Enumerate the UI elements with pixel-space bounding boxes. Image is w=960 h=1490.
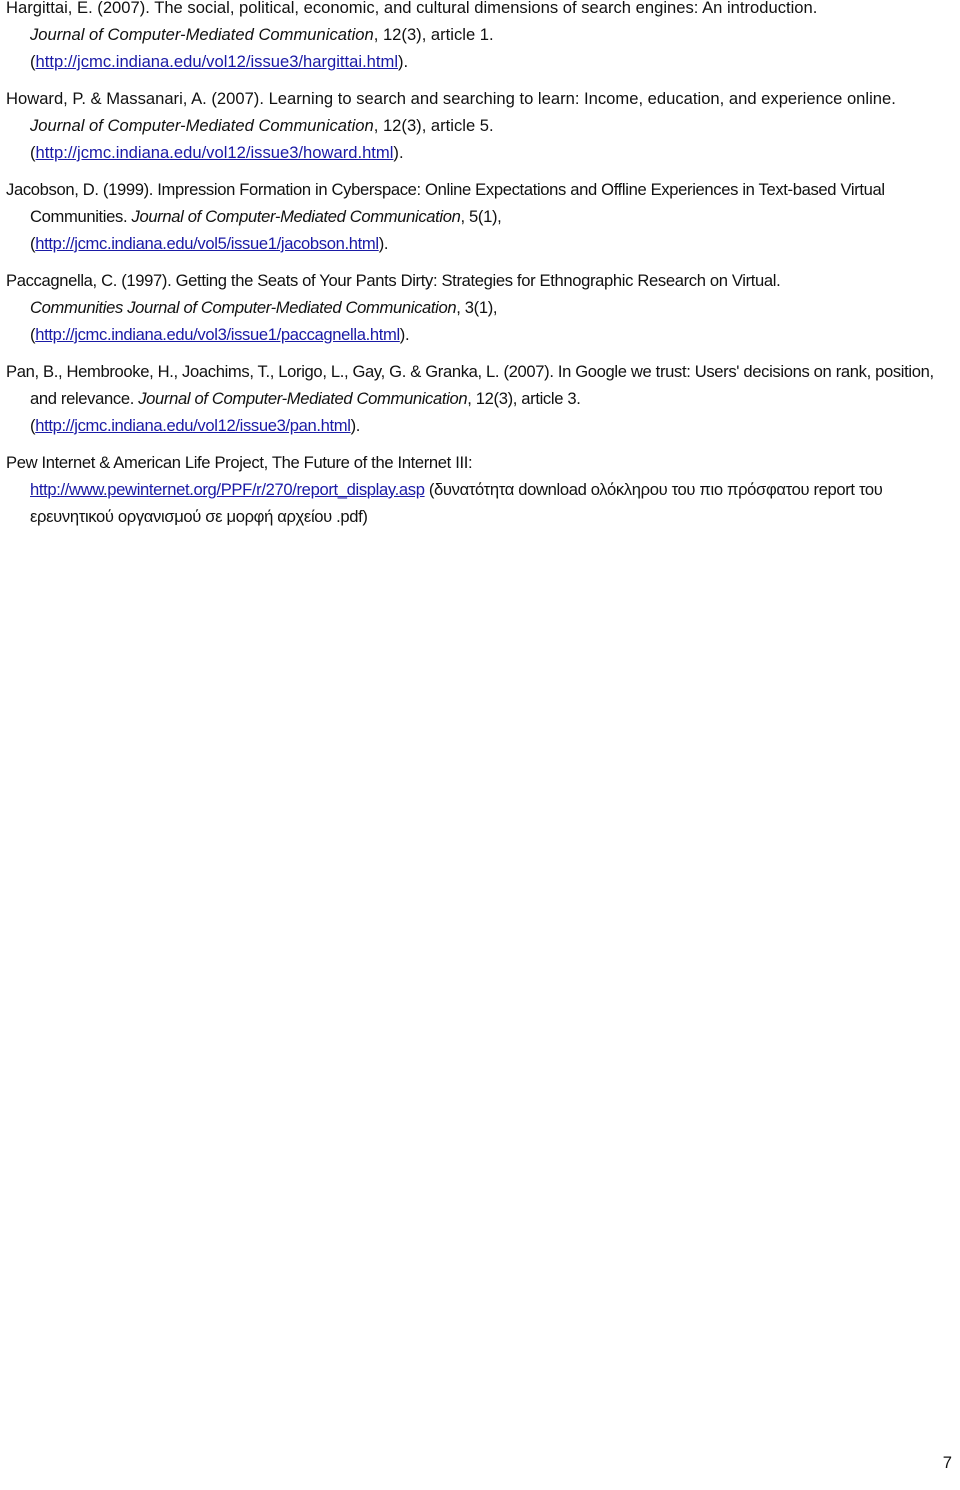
link-open-paren: ( [30,52,36,71]
reference-pew [6,449,951,530]
reference-journal: Journal of Computer-Mediated Communication [30,25,374,44]
reference-journal: Journal of Computer-Mediated Communication [138,389,468,408]
reference-link-jacobson[interactable]: http://jcmc.indiana.edu/vol5/issue1/jacobson.html [35,234,379,253]
reference-title: Learning to search and searching to learn: Income, education, and experience online. [268,89,896,108]
link-close-paren: ). [398,52,409,71]
reference-note: (δυνατότητα download ολόκληρου του πιο πρόσφατου report του ερευνητικού οργανισμού σε μορφή αρχείου .pdf) [30,480,883,526]
references-list [6,0,951,540]
reference-details: , 5(1), [460,207,502,226]
reference-journal: Communities Journal of Computer-Mediated Communication [30,298,457,317]
reference-authors: Pew Internet & American Life Project, The Future of the Internet III: [6,453,473,472]
reference-title: Impression Formation in Cyberspace: Online Expectations and Offline Experiences in Text-based Virtual Communities. [30,180,885,226]
reference-link-paccagnella[interactable]: http://jcmc.indiana.edu/vol3/issue1/paccagnella.html [35,325,400,344]
reference-authors: Hargittai, E. (2007). [6,0,155,17]
reference-details: , 12(3), article 5. [373,116,494,135]
reference-link-pew[interactable]: http://www.pewinternet.org/PPF/r/270/report_display.asp [30,480,425,499]
reference-details: , 3(1), [456,298,498,317]
link-open-paren: ( [30,325,36,344]
reference-title: Getting the Seats of Your Pants Dirty: Strategies for Ethnographic Research on Virtual. [175,271,781,290]
reference-authors: Pan, B., Hembrooke, H., Joachims, T., Lorigo, L., Gay, G. & Granka, L. (2007). [6,362,558,381]
reference-details: , 12(3), article 3. [467,389,581,408]
link-close-paren: ). [399,325,410,344]
reference-paccagnella [6,267,951,348]
link-open-paren: ( [30,143,36,162]
reference-link-howard[interactable]: http://jcmc.indiana.edu/vol12/issue3/howard.html [35,143,394,162]
reference-link-pan[interactable]: http://jcmc.indiana.edu/vol12/issue3/pan.html [35,416,351,435]
reference-details: , 12(3), article 1. [373,25,494,44]
reference-authors: Jacobson, D. (1999). [6,180,158,199]
reference-authors: Paccagnella, C. (1997). [6,271,176,290]
reference-journal: Journal of Computer-Mediated Communication [131,207,461,226]
reference-title: In Google we trust: Users' decisions on rank, position, and relevance. [30,362,934,408]
reference-link-hargittai[interactable]: http://jcmc.indiana.edu/vol12/issue3/hargittai.html [35,52,399,71]
link-open-paren: ( [30,234,36,253]
reference-howard [6,85,951,166]
link-close-paren: ). [393,143,404,162]
reference-title: The social, political, economic, and cultural dimensions of search engines: An introduction. [154,0,818,17]
reference-pan [6,358,951,439]
page-number: 7 [942,1453,952,1472]
link-open-paren: ( [30,416,36,435]
reference-jacobson [6,176,951,257]
reference-authors: Howard, P. & Massanari, A. (2007). [6,89,269,108]
link-close-paren: ). [378,234,389,253]
reference-hargittai [6,0,951,75]
link-close-paren: ). [350,416,361,435]
reference-journal: Journal of Computer-Mediated Communication [30,116,374,135]
